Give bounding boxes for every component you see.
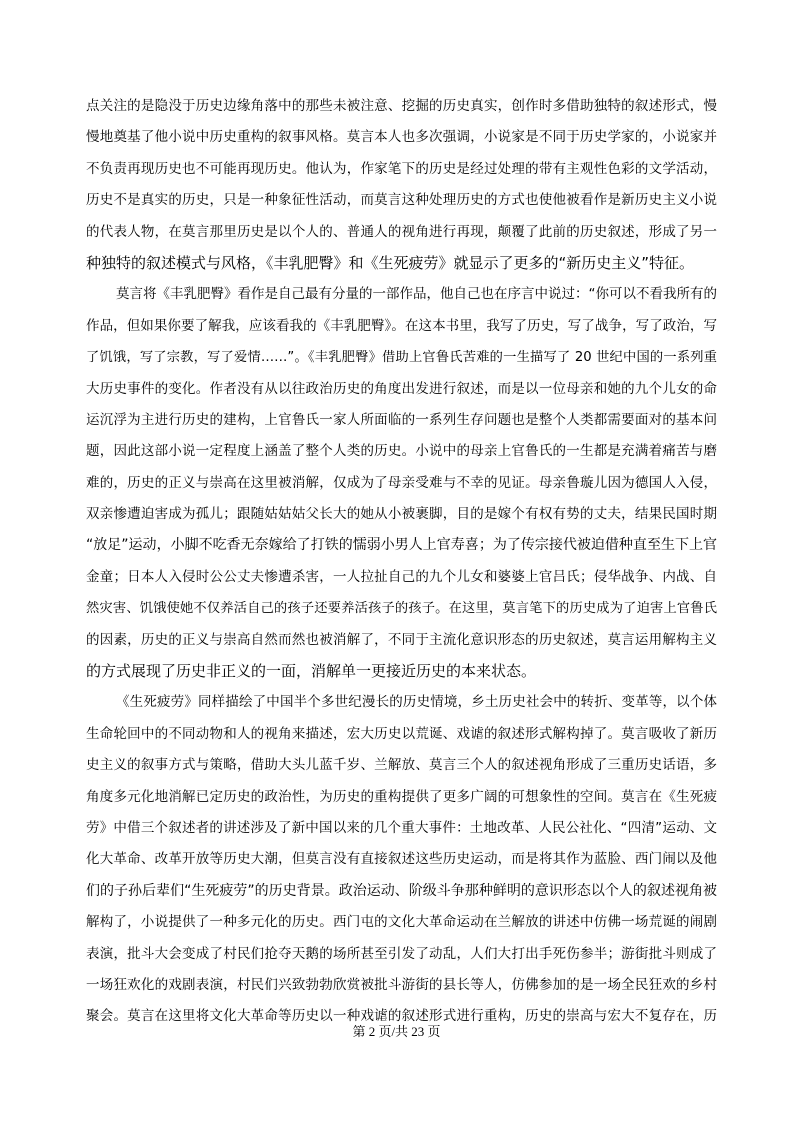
text-line: 的代表人物，在莫言那里历史是以个人的、普通人的视角进行再现，颠覆了此前的历史叙述，形成了另一 (86, 223, 717, 240)
text-line: 史主义的叙事方式与策略，借助大头儿蓝千岁、兰解放、莫言三个人的叙述视角形成了三重历史话语，多 (86, 757, 717, 774)
text-line: 的方式展现了历史非正义的一面，消解单一更接近历史的本来状态。 (86, 662, 537, 681)
text-line: 聚会。莫言在这里将文化大革命等历史以一种戏谑的叙述形式进行重构，历史的崇高与宏大不复存在，历 (86, 1008, 717, 1025)
text-line: 的因素，历史的正义与崇高自然而然也被消解了，不同于主流化意识形态的历史叙述，莫言运用解构主义 (86, 631, 717, 648)
text-line: 角度多元化地消解已定历史的政治性，为历史的重构提供了更多广阔的可想象性的空间。莫言在《生死疲 (86, 788, 717, 805)
body-text (86, 91, 717, 1033)
text-line: 然灾害、饥饿使她不仅养活自己的孩子还要养活孩子的孩子。在这里，莫言笔下的历史成为了迫害上官鲁氏 (86, 601, 717, 617)
text-line: 作品，但如果你要了解我，应该看我的《丰乳肥臀》。在这本书里，我写了历史，写了战争，写了政治，写 (86, 317, 717, 334)
text-line: 双亲惨遭迫害成为孤儿；跟随姑姑姑父长大的她从小被裹脚，目的是嫁个有权有势的丈夫，结果民国时期 (86, 506, 717, 523)
text-line: 解构了，小说提供了一种多元化的历史。西门屯的文化大革命运动在兰解放的讲述中仿佛一场荒诞的闹剧 (86, 914, 717, 931)
text-line: 难的，历史的正义与崇高在这里被消解，仅成为了母亲受难与不幸的见证。母亲鲁璇儿因为德国人入侵， (86, 474, 717, 491)
page-footer: 第 2 页/共 23 页 (352, 1024, 441, 1039)
text-line: 一场狂欢化的戏剧表演，村民们兴致勃勃欣赏被批斗游街的县长等人，仿佛参加的是一场全民狂欢的乡村 (86, 976, 717, 993)
text-line: 大历史事件的变化。作者没有从以往政治历史的角度出发进行叙述，而是以一位母亲和她的九个儿女的命 (86, 380, 717, 397)
text-line: 运沉浮为主进行历史的建构，上官鲁氏一家人所面临的一系列生存问题也是整个人类都需要面对的基本问 (86, 411, 717, 428)
text-line: “放足”运动，小脚不吃香无奈嫁给了打铁的懦弱小男人上官寿喜；为了传宗接代被迫借种直至生下上官 (86, 537, 717, 554)
text-line: 历史不是真实的历史，只是一种象征性活动，而莫言这种处理历史的方式也使他被看作是新历史主义小说 (86, 192, 717, 209)
text-line: 生命轮回中的不同动物和人的视角来描述，宏大历史以荒诞、戏谑的叙述形式解构掉了。莫言吸收了新历 (86, 725, 717, 742)
text-line: 金童；日本人入侵时公公丈夫惨遭杀害，一人拉扯自己的九个儿女和婆婆上官吕氏；侵华战争、内战、自 (86, 568, 717, 585)
text-line: 劳》中借三个叙述者的讲述涉及了新中国以来的几个重大事件：土地改革、人民公社化、“四清”运动、文 (86, 819, 717, 836)
text-line: 种独特的叙述模式与风格，《丰乳肥臀》和《生死疲劳》就显示了更多的“新历史主义”特征。 (86, 253, 695, 272)
text-line: 《生死疲劳》同样描绘了中国半个多世纪漫长的历史情境，乡土历史社会中的转折、变革等，以个体 (116, 694, 717, 711)
text-line: 点关注的是隐没于历史边缘角落中的那些未被注意、挖掘的历史真实，创作时多借助独特的叙述形式，慢 (86, 98, 717, 114)
text-line: 不负责再现历史也不可能再现历史。他认为，作家笔下的历史是经过处理的带有主观性色彩的文学活动， (86, 160, 717, 177)
text-line: 题，因此这部小说一定程度上涵盖了整个人类的历史。小说中的母亲上官鲁氏的一生都是充满着痛苦与磨 (86, 443, 717, 460)
text-line: 表演，批斗大会变成了村民们抢夺天鹅的场所甚至引发了动乱，人们大打出手死伤参半；游街批斗则成了 (86, 945, 717, 962)
text-line: 了饥饿，写了宗教，写了爱情……”。《丰乳肥臀》借助上官鲁氏苦难的一生描写了 20 世纪中国的一系列重 (86, 350, 717, 366)
text-line: 慢地奠基了他小说中历史重构的叙事风格。莫言本人也多次强调，小说家是不同于历史学家的，小说家并 (86, 129, 717, 146)
text-line: 们的子孙后辈们“生死疲劳”的历史背景。政治运动、阶级斗争那种鲜明的意识形态以个人的叙述视角被 (86, 882, 717, 899)
text-line: 化大革命、改革开放等历史大潮，但莫言没有直接叙述这些历史运动，而是将其作为蓝脸、西门闹以及他 (86, 851, 717, 868)
text-line: 莫言将《丰乳肥臀》看作是自己最有分量的一部作品，他自己也在序言中说过：“你可以不看我所有的 (116, 286, 717, 303)
